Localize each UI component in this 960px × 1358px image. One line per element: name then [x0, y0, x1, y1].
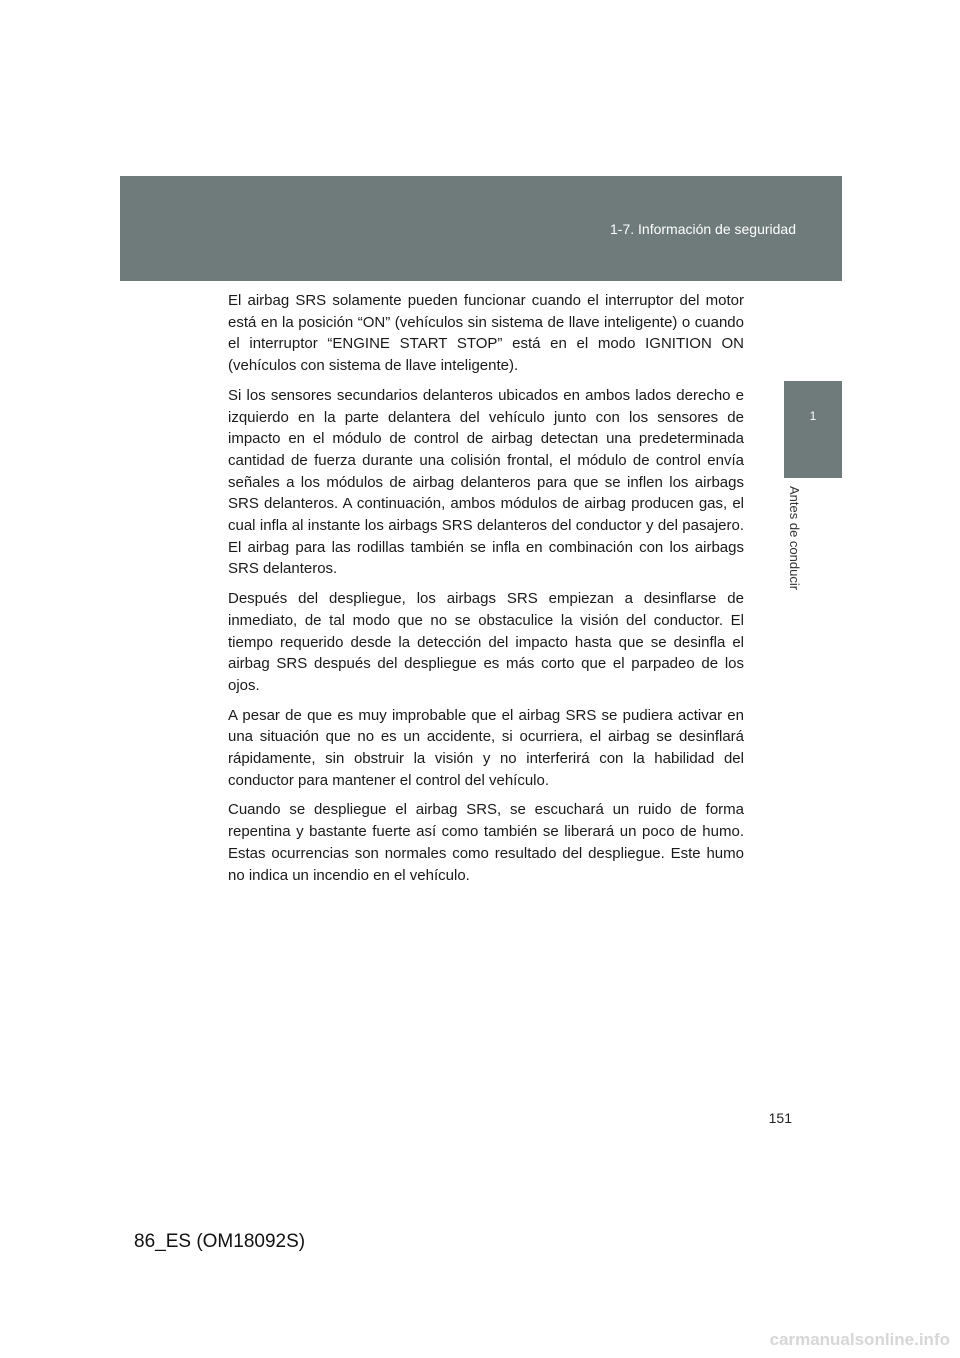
paragraph: A pesar de que es muy improbable que el airbag SRS se pudiera activar en una situación que no es un accidente, si ocurriera, el airbag se desinflará rápidamente, sin obstruir la visión y no interferirá con la habilidad del conductor para mantener el control del vehículo. [228, 706, 744, 789]
paragraph: Cuando se despliegue el airbag SRS, se escuchará un ruido de forma repentina y bastante fuerte así como también se liberará un poco de humo. Estas ocurrencias son normales como resultado del despliegue. Este humo no indica un incendio en el vehículo. [228, 801, 744, 884]
body-text [228, 290, 744, 894]
chapter-number: 1 [809, 409, 817, 423]
paragraph: Si los sensores secundarios delanteros ubicados en ambos lados derecho e izquierdo en la parte delantera del vehículo junto con los sensores de impacto en el módulo de control de airbag detectan una predeterminada cantidad de fuerza durante una colisión frontal, el módulo de control envía señales a los módulos de airbag delanteros para que se inflen los airbags SRS delanteros. A continuación, ambos módulos de airbag producen gas, el cual infla al instante los airbags SRS delanteros del conductor y del pasajero. El airbag para las rodillas también se infla en combinación con los airbags SRS delanteros. [228, 386, 744, 578]
section-header-band [120, 176, 842, 281]
section-title: 1-7. Información de seguridad [610, 221, 796, 237]
page-number: 151 [768, 1110, 792, 1126]
paragraph: Después del despliegue, los airbags SRS empiezan a desinflarse de inmediato, de tal modo que no se obstaculice la visión del conductor. El tiempo requerido desde la detección del impacto hasta que se desinfla el airbag SRS después del despliegue es más corto que el parpadeo de los ojos. [228, 590, 744, 694]
document-code: 86_ES (OM18092S) [134, 1231, 306, 1252]
chapter-name: Antes de conducir [787, 486, 802, 591]
watermark: carmanualsonline.info [769, 1330, 950, 1349]
chapter-tab [784, 381, 842, 478]
paragraph: El airbag SRS solamente pueden funcionar cuando el interruptor del motor está en la posición “ON” (vehículos sin sistema de llave inteligente) o cuando el interruptor “ENGINE START STOP” está en el modo IGNITION ON (vehículos con sistema de llave inteligente). [228, 292, 744, 375]
